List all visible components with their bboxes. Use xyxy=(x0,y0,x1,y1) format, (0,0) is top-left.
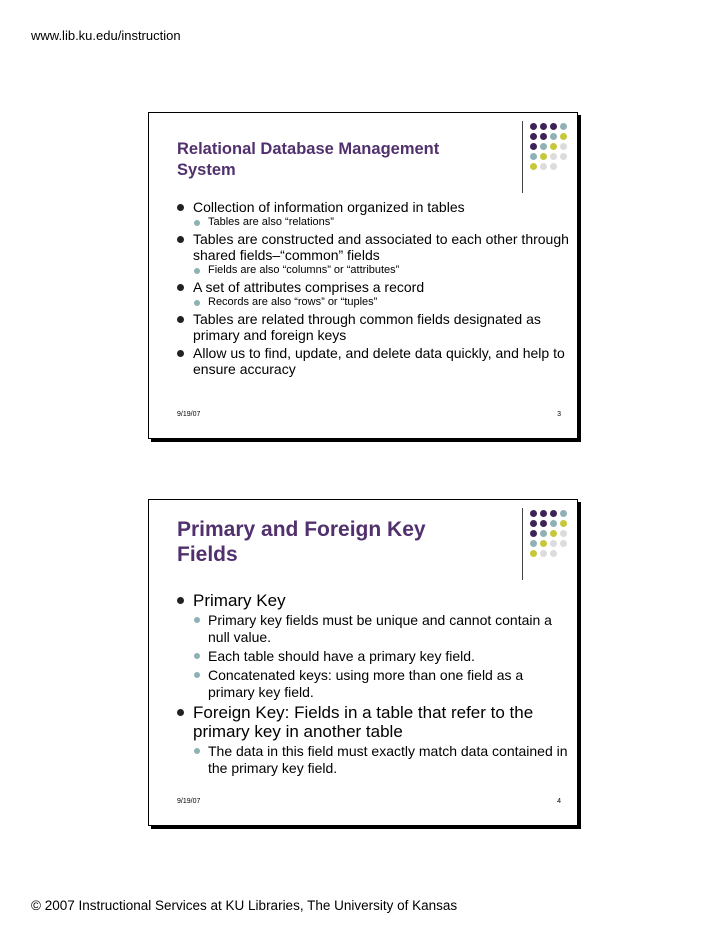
sub-bullet: Fields are also “columns” or “attributes” xyxy=(177,264,572,277)
decorative-dot xyxy=(560,153,567,160)
bullet: A set of attributes comprises a record xyxy=(177,279,572,295)
slide-number: 3 xyxy=(557,411,561,418)
slide-3 xyxy=(148,112,578,439)
slide-content xyxy=(177,589,572,777)
decorative-dot xyxy=(540,520,547,527)
decorative-dot xyxy=(550,163,557,170)
divider-line xyxy=(522,508,523,580)
decorative-dot xyxy=(530,530,537,537)
slide-number: 4 xyxy=(557,798,561,805)
decorative-dot xyxy=(550,133,557,140)
decorative-dot xyxy=(560,530,567,537)
decorative-dot xyxy=(550,530,557,537)
decorative-dot xyxy=(550,153,557,160)
decorative-dot xyxy=(530,133,537,140)
decorative-dot xyxy=(550,550,557,557)
decorative-dot xyxy=(560,520,567,527)
decorative-dot xyxy=(530,153,537,160)
sub-bullet: The data in this field must exactly match data contained in the primary key field. xyxy=(177,743,572,777)
decorative-dot xyxy=(550,520,557,527)
decorative-dot xyxy=(560,123,567,130)
decorative-dot xyxy=(560,510,567,517)
decorative-dot xyxy=(560,133,567,140)
decorative-dot xyxy=(530,163,537,170)
header-url: www.lib.ku.edu/instruction xyxy=(31,28,181,43)
decorative-dot xyxy=(540,163,547,170)
decorative-dot xyxy=(530,510,537,517)
decorative-dot xyxy=(530,143,537,150)
decorative-dot xyxy=(530,550,537,557)
sub-bullet: Each table should have a primary key field. xyxy=(177,648,572,665)
bullet: Tables are constructed and associated to each other through shared fields–“common” fields xyxy=(177,231,572,263)
decorative-dot xyxy=(550,143,557,150)
decorative-dot xyxy=(540,133,547,140)
footer-copyright: © 2007 Instructional Services at KU Libraries, The University of Kansas xyxy=(31,898,458,913)
decorative-dot xyxy=(540,143,547,150)
sub-bullet: Tables are also “relations” xyxy=(177,216,572,229)
bullet: Collection of information organized in tables xyxy=(177,199,572,215)
title-line-2: System xyxy=(177,161,236,179)
decorative-dot xyxy=(550,510,557,517)
decorative-dot xyxy=(540,530,547,537)
sub-bullet: Records are also “rows” or “tuples” xyxy=(177,296,572,309)
decorative-dot xyxy=(560,143,567,150)
decorative-dot xyxy=(550,540,557,547)
title-line-2: Fields xyxy=(177,543,238,566)
sub-bullet: Concatenated keys: using more than one field as a primary key field. xyxy=(177,667,572,701)
decorative-dot xyxy=(550,123,557,130)
decorative-dot xyxy=(540,550,547,557)
slide-date: 9/19/07 xyxy=(177,798,201,805)
bullet: Allow us to find, update, and delete data quickly, and help to ensure accuracy xyxy=(177,345,572,377)
decorative-dot xyxy=(530,540,537,547)
decorative-dot xyxy=(540,153,547,160)
decorative-dot xyxy=(540,123,547,130)
slide-date: 9/19/07 xyxy=(177,411,201,418)
sub-bullet: Primary key fields must be unique and cannot contain a null value. xyxy=(177,612,572,646)
decorative-dot xyxy=(540,540,547,547)
decorative-dot xyxy=(530,520,537,527)
divider-line xyxy=(522,121,523,193)
decorative-dot xyxy=(530,123,537,130)
slide-content xyxy=(177,197,572,377)
slide-title xyxy=(177,139,497,181)
bullet: Foreign Key: Fields in a table that refer to the primary key in another table xyxy=(177,703,572,741)
slide-title xyxy=(177,517,497,567)
title-line-1: Primary and Foreign Key xyxy=(177,518,426,541)
bullet: Tables are related through common fields designated as primary and foreign keys xyxy=(177,311,572,343)
bullet: Primary Key xyxy=(177,591,572,610)
title-line-1: Relational Database Management xyxy=(177,140,440,158)
decorative-dot xyxy=(560,540,567,547)
slide-4 xyxy=(148,499,578,826)
decorative-dot xyxy=(540,510,547,517)
